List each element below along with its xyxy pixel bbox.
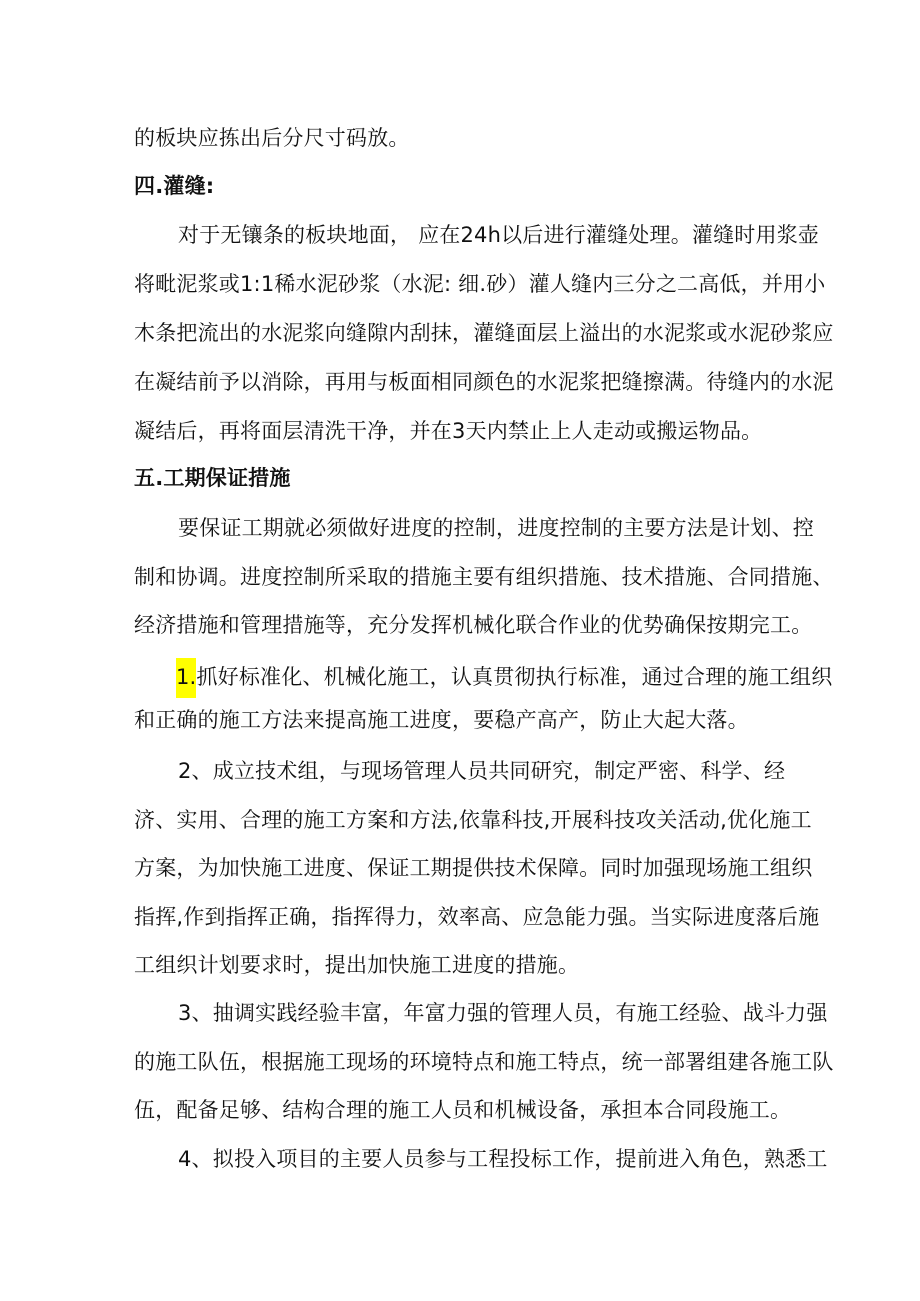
paragraph-line: 要保证工期就必须做好进度的控制，进度控制的主要方法是计划、控	[178, 516, 814, 540]
paragraph-line: 的板块应拣出后分尺寸码放。	[134, 126, 410, 150]
paragraph-line: 木条把流出的水泥浆向缝隙内刮抹，灌缝面层上溢出的水泥浆或水泥砂浆应	[134, 321, 834, 345]
paragraph-line: 对于无镶条的板块地面， 应在24h以后进行灌缝处理。灌缝时用浆壶	[178, 223, 820, 247]
paragraph-line: 工组织计划要求时，提出加快施工进度的措施。	[134, 953, 580, 977]
paragraph-line: 3、抽调实践经验丰富，年富力强的管理人员，有施工经验、战斗力强	[178, 1001, 828, 1025]
paragraph-line: 伍，配备足够、结构合理的施工人员和机械设备，承担本合同段施工。	[134, 1098, 792, 1122]
paragraph-line: 4、拟投入项目的主要人员参与工程投标工作，提前进入角色，熟悉工	[178, 1147, 828, 1171]
paragraph-line: 和正确的施工方法来提高施工进度，要稳产高产，防止大起大落。	[134, 708, 749, 732]
paragraph-line: 在凝结前予以消除，再用与板面相同颜色的水泥浆把缝擦满。待缝内的水泥	[134, 370, 834, 394]
paragraph-text: 抓好标准化、机械化施工，认真贯彻执行标准，通过合理的施工组织	[196, 665, 833, 689]
paragraph-line: 济、实用、合理的施工方案和方法,依靠科技,开展科技攻关活动,优化施工	[134, 808, 812, 832]
paragraph-line: 将毗泥浆或1:1稀水泥砂浆（水泥: 细.砂）灌人缝内三分之二高低，并用小	[134, 272, 826, 296]
numbered-paragraph-line	[176, 658, 832, 698]
paragraph-line: 2、成立技术组，与现场管理人员共同研究，制定严密、科学、经	[178, 759, 786, 783]
paragraph-line: 方案，为加快施工进度、保证工期提供技术保障。同时加强现场施工组织	[134, 856, 813, 880]
paragraph-line: 凝结后，再将面层清洗干净，并在3天内禁止上人走动或搬运物品。	[134, 419, 763, 443]
section-heading: 五.工期保证措施	[134, 466, 291, 490]
highlighted-number: 1.	[176, 658, 196, 698]
section-heading: 四.灌缝:	[134, 174, 215, 198]
paragraph-line: 的施工队伍，根据施工现场的环境特点和施工特点，统一部署组建各施工队	[134, 1050, 834, 1074]
paragraph-line: 指挥,作到指挥正确，指挥得力，效率高、应急能力强。当实际进度落后施	[134, 905, 820, 929]
paragraph-line: 制和协调。进度控制所采取的措施主要有组织措施、技术措施、合同措施、	[134, 565, 834, 589]
paragraph-line: 经济措施和管理措施等，充分发挥机械化联合作业的优势确保按期完工。	[134, 613, 813, 637]
